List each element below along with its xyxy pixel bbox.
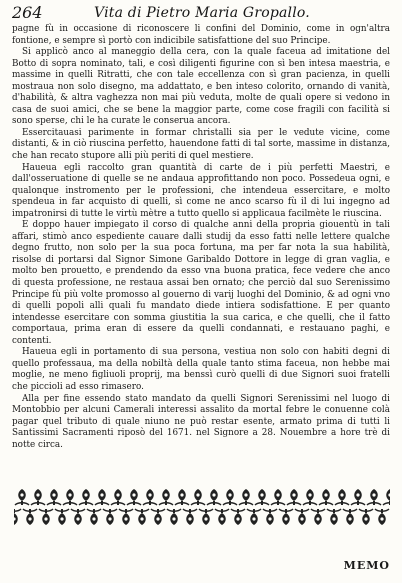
page-header	[12, 3, 392, 25]
page-number: 264	[12, 3, 43, 22]
paragraph: E doppo hauer impiegato il corso di qualche anni della propria giouentù in tali affari, stimò anco espediente cauare dalli studij da esso fatti nelle lettere qualche degno frutto, non solo per la sua poca fortuna, ma per far nota la sua habilità, risolse di portarsi dal Signor Simone Garibaldo Dottore in legge di gran vaglia, e molto ben prouetto, e prendendo da esso vna buona pratica, fece vedere che anco di questa professione, ne restaua assai ben ornato; che perciò dal suo Serenissimo Principe fù più volte promosso al gouerno di varij luoghi del Dominio, & ad ogni vno di quelli popoli alli quali fu mandato diede intiera sodisfattione. E per quanto intendesse esercitare con somma giustitia la sua carica, e che quelli, che il fatto comportaua, prima eran di essere da quelli condannati, e restauano paghi, e contenti.	[12, 220, 390, 346]
running-title: Vita di Pietro Maria Gropallo.	[94, 5, 310, 21]
body-text	[12, 24, 390, 451]
ornament-fleuron-icon	[14, 487, 390, 529]
paragraph: Haueua egli raccolto gran quantità di carte de i più perfetti Maestri, e dall'osseruatione di quelle se ne andaua approfittando non poco. Possedeua ogni, e qualonque instromento per le professioni, che intendeua essercitare, e molto spendeua in far acquisto di quelli, sì come ne anco scarso fù il di lui ingegno ad impatronirsi di tutte le virtù mètre a tutto quello si applicaua facilmète le riuscina.	[12, 162, 390, 219]
catchword: MEMO	[343, 559, 390, 572]
ornamental-border	[14, 487, 390, 529]
paragraph: pagne fù in occasione di riconoscere li confini del Dominio, come in ogn'altra fontione, e sempre sì portò con indicibile satisfattione del suo Principe.	[12, 24, 390, 46]
paragraph: Alla per fine essendo stato mandato da quelli Signori Serenissimi nel luogo di Montobbio per alcuni Camerali interessi assalito da mortal febre le conuenne colà pagar quel tributo di quale niuno ne può restar esente, armato prima di tutti li Santissimi Sacramenti riposò del 1671. nel Signore a 28. Nouembre a hore trè di notte circa.	[12, 393, 390, 450]
paragraph: Haueua egli in portamento di sua persona, vestiua non solo con habiti degni di quello professaua, ma della nobiltà della quale tanto stima faceua, non hebbe mai moglie, ne meno figliuoli proprij, ma benssì curò quelli di due Signori suoi fratelli che piccioli ad esso rimasero.	[12, 347, 390, 392]
paragraph: Essercitauasi parimente in formar christalli sia per le vedute vicine, come distanti, & in ciò riuscina perfetto, hauendone fatti di tal sorte, massime in distanza, che han recato stupore alli più periti di quel mestiere.	[12, 127, 390, 162]
paragraph: Si applicò anco al maneggio della cera, con la quale faceua ad imitatione del Botto di sopra nominato, tali, e così diligenti figurine con sì ben intesa maestria, e massime in quelli Ritratti, che con tale eccellenza con sì gran pacienza, in quelli mostraua non solo disegno, ma addattato, e ben inteso colorito, ornando di vanità, d'habilità, & altra vaghezza non mai più veduta, molte de quali opere si vedono in casa de suoi amici, che se bene la maggior parte, come cose fragili con facilità si sono sperse, chi le ha curate le conserua ancora.	[12, 47, 390, 127]
